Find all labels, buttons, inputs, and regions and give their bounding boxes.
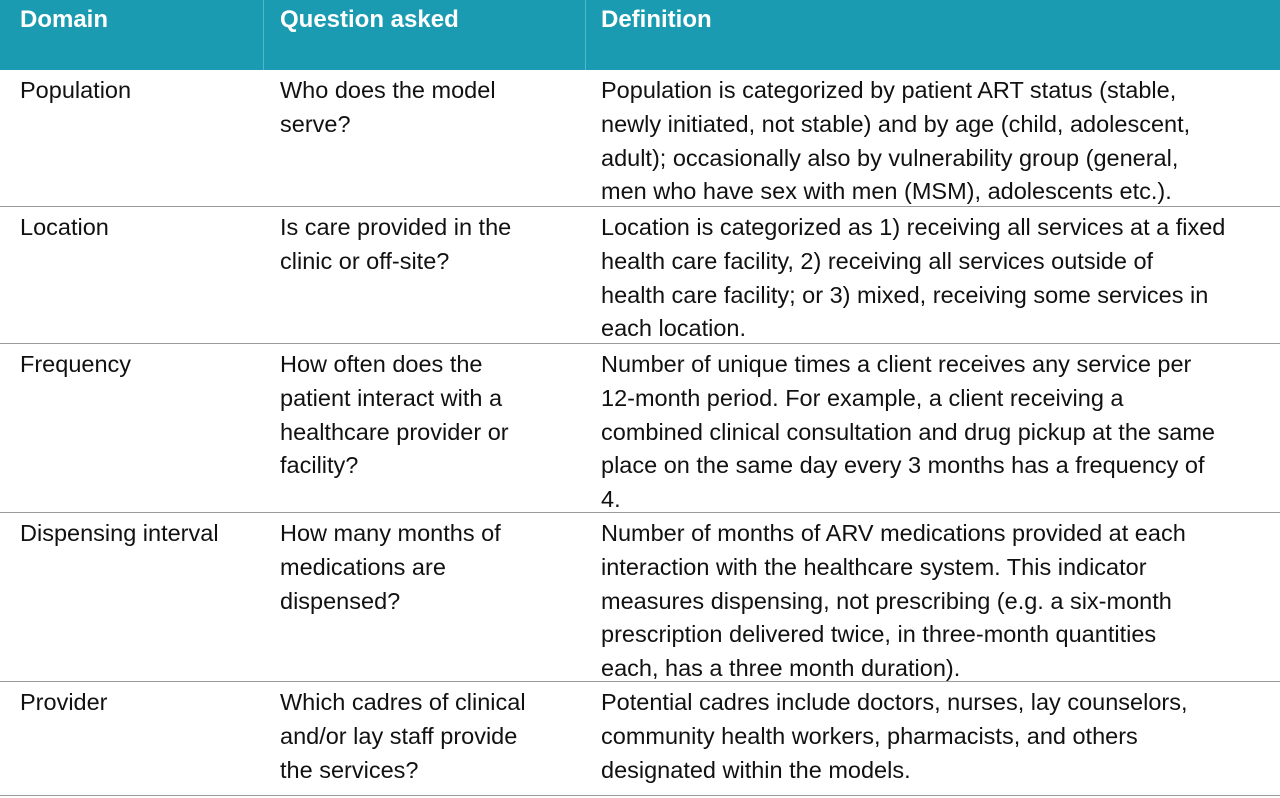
cell-domain: Location	[20, 214, 109, 240]
table-row	[0, 513, 1280, 682]
cell-definition: Number of months of ARV medications provided at each interaction with the healthcare system. This indicator measures dispensing, not prescribing (e.g. a six-month prescription delivered twice, in three-month quantities each, has a three month duration).	[601, 520, 1186, 682]
cell-domain: Provider	[20, 689, 108, 715]
cell-definition: Number of unique times a client receives any service per 12-month period. For example, a client receiving a combined clinical consultation and drug pickup at the same place on the same day every 3 months has a frequency of 4.	[601, 351, 1215, 513]
cell-domain: Dispensing interval	[20, 520, 219, 546]
table-header	[0, 0, 1280, 70]
cell-question: How many months of medications are dispensed?	[280, 520, 501, 614]
table-row	[0, 682, 1280, 796]
cell-question: Who does the model serve?	[280, 77, 496, 137]
cell-question: Is care provided in the clinic or off-site?	[280, 214, 512, 274]
cell-domain: Frequency	[20, 351, 132, 377]
header-domain: Domain	[20, 6, 109, 33]
cell-definition: Potential cadres include doctors, nurses, lay counselors, community health workers, pharmacists, and others designated within the models.	[601, 689, 1188, 783]
header-definition: Definition	[601, 6, 712, 33]
header-question: Question asked	[280, 6, 459, 33]
cell-definition: Location is categorized as 1) receiving all services at a fixed health care facility, 2) receiving all services outside of health care facility; or 3) mixed, receiving some services in each location.	[601, 214, 1226, 342]
cell-domain: Population	[20, 77, 132, 103]
cell-definition: Population is categorized by patient ART status (stable, newly initiated, not stable) and by age (child, adolescent, adult); occasionally also by vulnerability group (general, men who have sex with men (MSM), adolescents etc.).	[601, 77, 1191, 205]
table-row	[0, 70, 1280, 207]
cell-question: How often does the patient interact with a healthcare provider or facility?	[280, 351, 509, 479]
header-divider	[263, 0, 264, 70]
cell-question: Which cadres of clinical and/or lay staff provide the services?	[280, 689, 526, 783]
table-row	[0, 207, 1280, 344]
header-divider	[585, 0, 586, 70]
table-row	[0, 344, 1280, 513]
